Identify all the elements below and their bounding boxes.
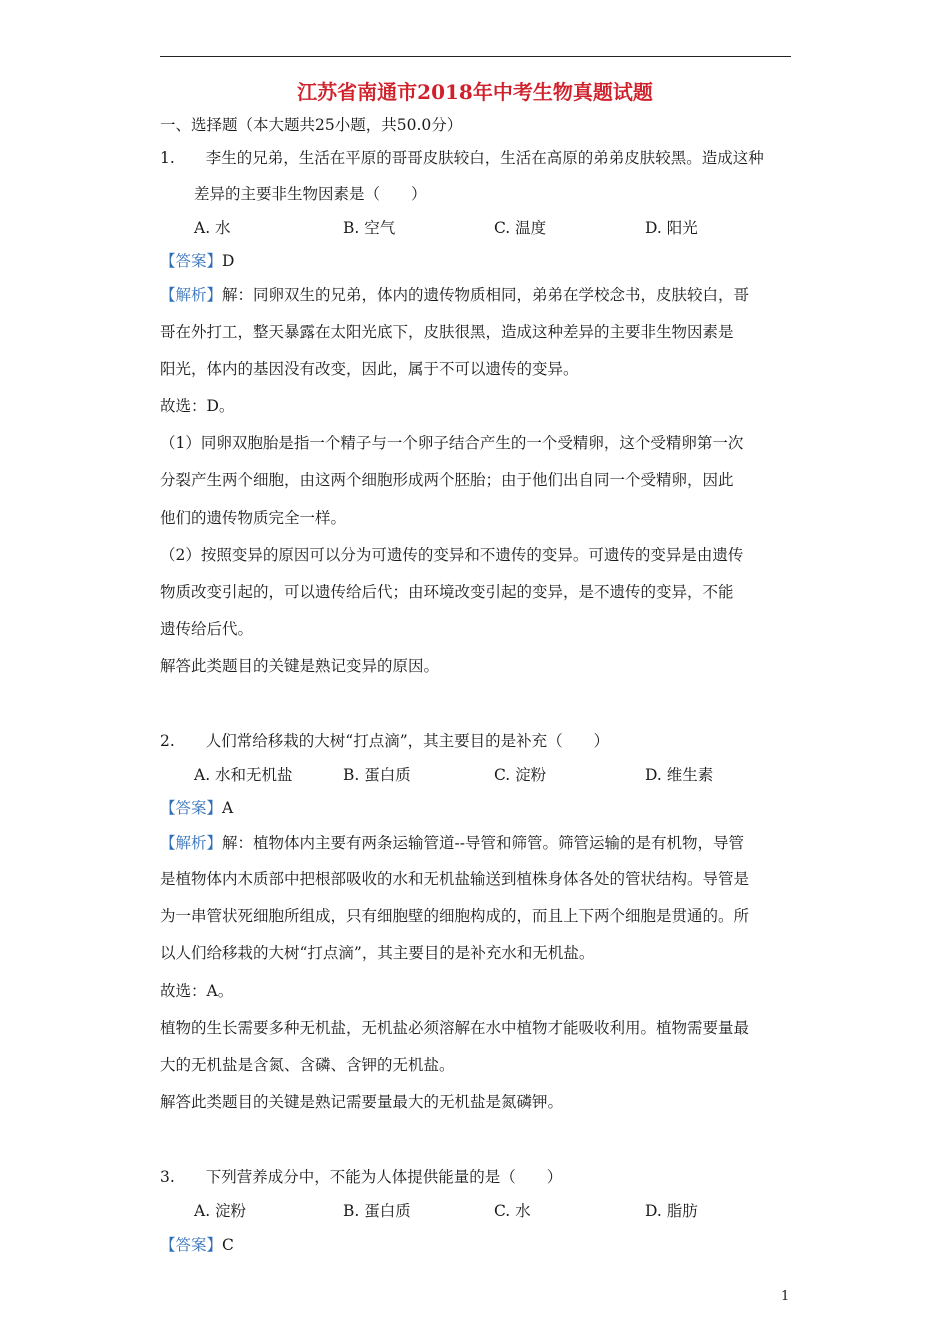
question-2-option-a: A. 水和无机盐 <box>194 766 293 784</box>
answer-tag: 【答案】 <box>160 252 223 270</box>
analysis-tag: 【解析】 <box>160 286 223 304</box>
question-1-analysis-line-8: （2）按照变异的原因可以分为可遗传的变异和不遗传的变异。可遗传的变异是由遗传 <box>160 546 744 564</box>
page-title: 江苏省南通市2018年中考生物真题试题 <box>297 80 653 104</box>
question-1-analysis-line-3: 阳光，体内的基因没有改变，因此，属于不可以遗传的变异。 <box>160 360 579 378</box>
question-1-analysis-line-11: 解答此类题目的关键是熟记变异的原因。 <box>160 657 440 675</box>
question-1-analysis-line-4: 故选：D。 <box>160 397 235 415</box>
answer-value: A <box>222 799 234 817</box>
question-3-option-a: A. 淀粉 <box>194 1202 247 1220</box>
page-number: 1 <box>781 1289 790 1304</box>
question-2-analysis-line-2: 是植物体内木质部中把根部吸收的水和无机盐输送到植株身体各处的管状结构。导管是 <box>160 870 750 888</box>
question-2-analysis-line-6: 植物的生长需要多种无机盐，无机盐必须溶解在水中植物才能吸收利用。植物需要量最 <box>160 1019 750 1037</box>
question-1-analysis-line-2: 哥在外打工，整天暴露在太阳光底下，皮肤很黑，造成这种差异的主要非生物因素是 <box>160 323 734 341</box>
question-2-stem-line-1: 2. 人们常给移栽的大树“打点滴”，其主要目的是补充（ ） <box>160 732 610 750</box>
question-1-analysis-line-7: 他们的遗传物质完全一样。 <box>160 509 347 527</box>
question-1-analysis-line-5: （1）同卵双胞胎是指一个精子与一个卵子结合产生的一个受精卵，这个受精卵第一次 <box>160 434 744 452</box>
question-3-answer <box>160 1235 234 1255</box>
question-1-analysis-line-6: 分裂产生两个细胞，由这两个细胞形成两个胚胎；由于他们出自同一个受精卵，因此 <box>160 471 734 489</box>
analysis-tag: 【解析】 <box>160 834 223 852</box>
question-2-option-c: C. 淀粉 <box>494 766 547 784</box>
question-2-analysis-line-1 <box>160 833 744 853</box>
question-1-analysis-line-9: 物质改变引起的，可以遗传给后代；由环境改变引起的变异，是不遗传的变异，不能 <box>160 583 734 601</box>
question-2-analysis-line-3: 为一串管状死细胞所组成，只有细胞壁的细胞构成的，而且上下两个细胞是贯通的。所 <box>160 907 750 925</box>
question-1-stem-line-1: 1. 李生的兄弟，生活在平原的哥哥皮肤较白，生活在高原的弟弟皮肤较黑。造成这种 <box>160 149 764 167</box>
question-2-analysis-line-4: 以人们给移栽的大树“打点滴”，其主要目的是补充水和无机盐。 <box>160 944 595 962</box>
answer-value: D <box>222 252 235 270</box>
question-1-analysis-line-1 <box>160 285 749 305</box>
question-1-option-a: A. 水 <box>194 219 231 237</box>
question-1-analysis-line-10: 遗传给后代。 <box>160 620 254 638</box>
question-2-answer <box>160 798 233 818</box>
question-1-option-d: D. 阳光 <box>645 219 698 237</box>
question-3-option-b: B. 蛋白质 <box>343 1202 411 1220</box>
question-1-option-c: C. 温度 <box>494 219 547 237</box>
question-2-analysis-line-7: 大的无机盐是含氮、含磷、含钾的无机盐。 <box>160 1056 455 1074</box>
question-2-option-d: D. 维生素 <box>645 766 714 784</box>
question-1-answer <box>160 251 234 271</box>
question-3-option-d: D. 脂肪 <box>645 1202 698 1220</box>
question-2-analysis-line-8: 解答此类题目的关键是熟记需要量最大的无机盐是氮磷钾。 <box>160 1093 564 1111</box>
question-2-option-b: B. 蛋白质 <box>343 766 411 784</box>
question-2-analysis-line-5: 故选：A。 <box>160 982 234 1000</box>
question-3-option-c: C. 水 <box>494 1202 531 1220</box>
answer-value: C <box>222 1236 234 1254</box>
analysis-text: 解：同卵双生的兄弟，体内的遗传物质相同，弟弟在学校念书，皮肤较白，哥 <box>222 286 750 304</box>
question-3-stem-line-1: 3. 下列营养成分中，不能为人体提供能量的是（ ） <box>160 1168 563 1186</box>
question-1-option-b: B. 空气 <box>343 219 396 237</box>
answer-tag: 【答案】 <box>160 799 223 817</box>
analysis-text: 解：植物体内主要有两条运输管道--导管和筛管。筛管运输的是有机物，导管 <box>222 834 744 852</box>
header-rule <box>160 56 791 57</box>
answer-tag: 【答案】 <box>160 1236 223 1254</box>
question-1-stem-line-2: 差异的主要非生物因素是（ ） <box>194 185 427 203</box>
section-heading: 一、选择题（本大题共25小题，共50.0分） <box>160 116 463 134</box>
